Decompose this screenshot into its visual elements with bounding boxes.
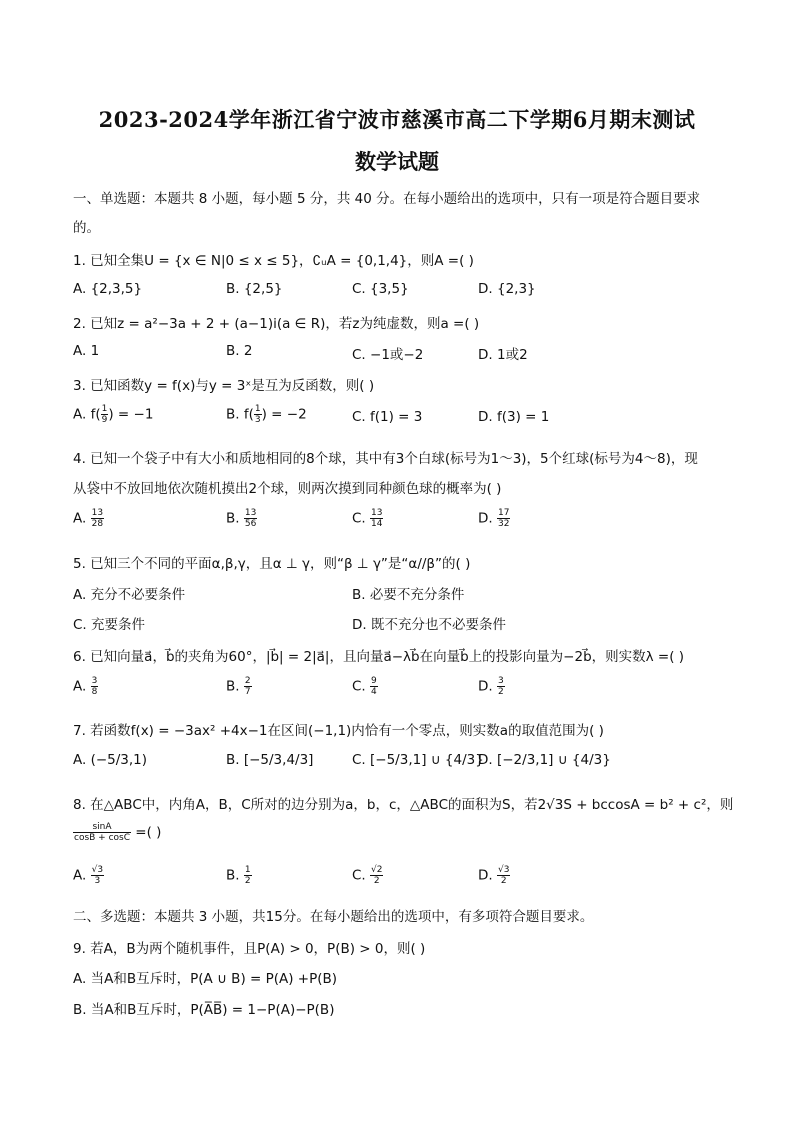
q5-option-d: D. 既不充分也不必要条件 [352, 617, 506, 633]
q5-option-a: A. 充分不必要条件 [73, 587, 186, 603]
q4-option-b-fraction: $\frac{13}{56}$ [244, 508, 257, 529]
q8-option-a-fraction: $\frac{√3}{3}$ [91, 865, 104, 886]
q8-option-d-fraction: $\frac{√3}{2}$ [497, 865, 510, 886]
q4-stem-cont: 从袋中不放回地依次随机摸出2个球，则两次摸到同种颜色球的概率为( ) [73, 481, 502, 497]
q9-option-a: A. 当A和B互斥时，P(A ∪ B) = P(A) +P(B) [73, 971, 338, 987]
q4-option-d: D. $\frac{17}{32}$ [478, 508, 510, 529]
q1-option-b: B. {2,5} [226, 281, 283, 297]
q8-stem: 8. 在△ABC中，内角A，B，C所对的边分别为a，b，c，△ABC的面积为S，若2√3S + bccosA = b² + c²，则 [73, 797, 734, 813]
q1-option-d: D. {2,3} [478, 281, 536, 297]
q4-option-c: C. $\frac{13}{14}$ [352, 508, 383, 529]
q8-stem-cont: $\frac{\sin A}{\cos B + \cos C}$ =( ) [74, 822, 162, 843]
q4-option-b: B. $\frac{13}{56}$ [226, 508, 257, 529]
q6-option-b-fraction: $\frac{2}{7}$ [244, 676, 251, 697]
q3-option-b-fraction: $\frac{1}{3}$ [254, 404, 261, 425]
q6-option-d-fraction: $\frac{3}{2}$ [497, 676, 504, 697]
q3-option-d: D. f(3) = 1 [478, 409, 550, 425]
q6-option-b: B. $\frac{2}{7}$ [226, 676, 251, 697]
q8-option-d: D. $\frac{√3}{2}$ [478, 865, 510, 886]
exam-subtitle: 数学试题 [355, 149, 439, 174]
q8-option-b-fraction: $\frac{1}{2}$ [244, 865, 251, 886]
q9-option-b: B. 当A和B互斥时，P(A̅B̅) = 1−P(A)−P(B) [73, 1002, 335, 1018]
q2-option-b: B. 2 [226, 343, 253, 359]
q7-option-a: A. (−5/3,1) [73, 752, 148, 768]
q1-option-c: C. {3,5} [352, 281, 409, 297]
exam-title: 2023-2024学年浙江省宁波市慈溪市高二下学期6月期末测试 [98, 107, 696, 132]
q3-option-a-fraction: $\frac{1}{9}$ [101, 404, 108, 425]
q6-option-a: A. $\frac{3}{8}$ [73, 676, 98, 697]
q6-stem: 6. 已知向量a⃗，b⃗的夹角为60°，|b⃗| = 2|a⃗|，且向量a⃗−λb⃗在向量b⃗上的投影向量为−2b⃗，则实数λ =( ) [73, 649, 685, 665]
q2-option-c: C. −1或−2 [352, 347, 424, 363]
q5-option-c: C. 充要条件 [73, 617, 146, 633]
q9-stem: 9. 若A，B为两个随机事件，且P(A) > 0，P(B) > 0，则( ) [73, 941, 426, 957]
section1-heading-cont: 的。 [73, 220, 100, 236]
q4-option-a: A. $\frac{13}{28}$ [73, 508, 104, 529]
q7-stem: 7. 若函数f(x) = −3ax² +4x−1在区间(−1,1)内恰有一个零点，则实数a的取值范围为( ) [73, 723, 604, 739]
q3-option-b: B. f( $\frac{1}{3}$ ) = −2 [226, 404, 307, 425]
q4-option-d-fraction: $\frac{17}{32}$ [497, 508, 510, 529]
q6-option-d: D. $\frac{3}{2}$ [478, 676, 504, 697]
q2-stem: 2. 已知z = a²−3a + 2 + (a−1)i(a ∈ R)，若z为纯虚数，则a =( ) [73, 316, 480, 332]
q8-option-a: A. $\frac{√3}{3}$ [73, 865, 104, 886]
q8-stem-fraction: $\frac{\sin A}{\cos B + \cos C}$ [74, 822, 131, 843]
q2-option-a: A. 1 [73, 343, 100, 359]
q3-option-a: A. f( $\frac{1}{9}$ ) = −1 [73, 404, 154, 425]
section1-heading: 一、单选题：本题共 8 小题，每小题 5 分，共 40 分。在每小题给出的选项中，只有一项是符合题目要求 [73, 191, 701, 207]
q8-option-c-fraction: $\frac{√2}{2}$ [371, 865, 383, 886]
q4-stem: 4. 已知一个袋子中有大小和质地相同的8个球，其中有3个白球(标号为1～3)，5个红球(标号为4～8)，现 [73, 451, 698, 467]
q3-option-c: C. f(1) = 3 [352, 409, 423, 425]
q7-option-b: B. [−5/3,4/3] [226, 752, 314, 768]
q6-option-a-fraction: $\frac{3}{8}$ [91, 676, 98, 697]
q8-option-c: C. $\frac{√2}{2}$ [352, 865, 383, 886]
q4-option-c-fraction: $\frac{13}{14}$ [371, 508, 383, 529]
q5-stem: 5. 已知三个不同的平面α,β,γ，且α ⊥ γ，则“β ⊥ γ”是“α//β”的( ) [73, 556, 471, 572]
q6-option-c: C. $\frac{9}{4}$ [352, 676, 377, 697]
q7-option-d: D. [−2/3,1] ∪ {4/3} [478, 752, 611, 768]
q7-option-c: C. [−5/3,1] ∪ {4/3} [352, 752, 484, 768]
q3-stem: 3. 已知函数y = f(x)与y = 3ˣ是互为反函数，则( ) [73, 378, 375, 394]
q1-option-a: A. {2,3,5} [73, 281, 143, 297]
q8-option-b: B. $\frac{1}{2}$ [226, 865, 251, 886]
q2-option-d: D. 1或2 [478, 347, 528, 363]
q6-option-c-fraction: $\frac{9}{4}$ [371, 676, 377, 697]
q5-option-b: B. 必要不充分条件 [352, 587, 465, 603]
q1-stem: 1. 已知全集U = {x ∈ N|0 ≤ x ≤ 5}，∁ᵤA = {0,1,4}，则A =( ) [73, 253, 474, 269]
q4-option-a-fraction: $\frac{13}{28}$ [91, 508, 104, 529]
section2-heading: 二、多选题：本题共 3 小题，共15分。在每小题给出的选项中，有多项符合题目要求。 [73, 909, 594, 925]
